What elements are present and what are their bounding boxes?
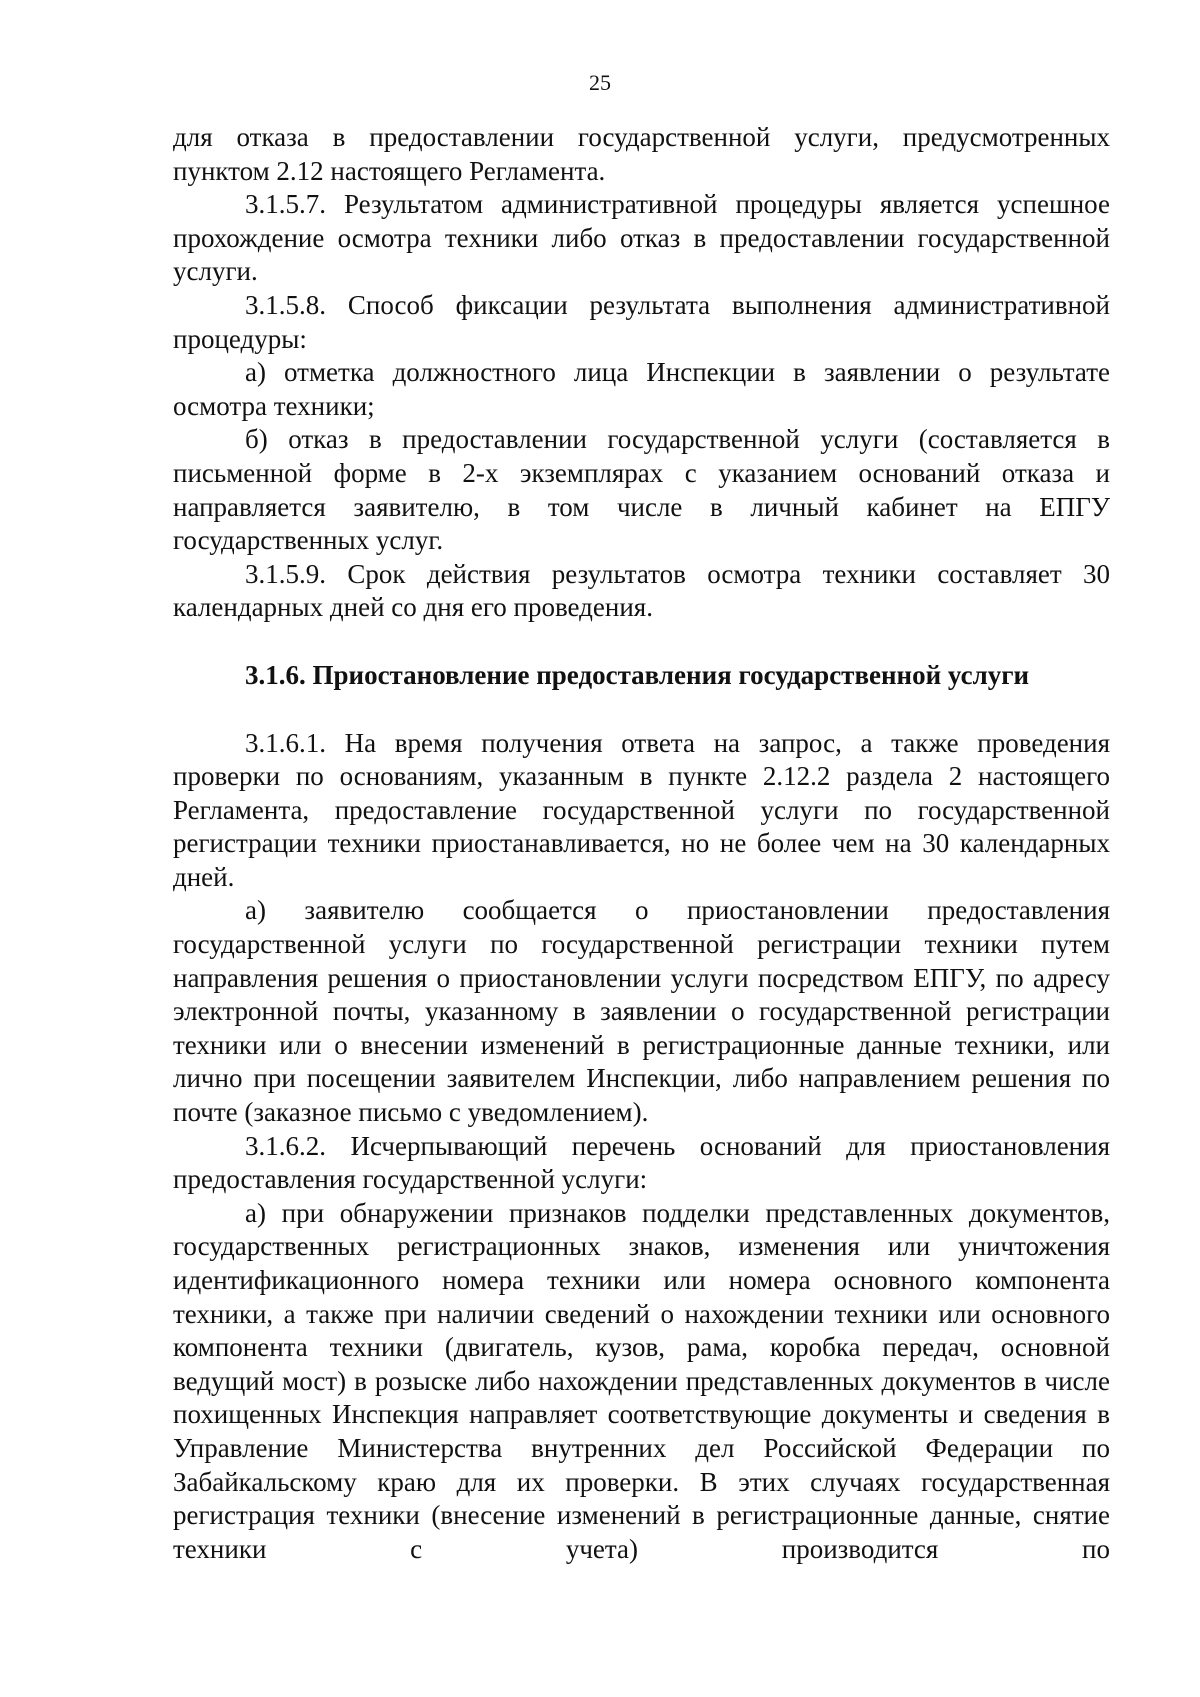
section-heading: 3.1.6. Приостановление предоставления государственной услуги [245,659,1030,690]
paragraph-continuation: для отказа в предоставлении государственной услуги, предусмотренных пунктом 2.12 настоящего Регламента. [173,122,1110,186]
paragraph-3-1-5-7: 3.1.5.7. Результатом административной процедуры является успешное прохождение осмотра техники либо отказ в предоставлении государственной услуги. [173,189,1110,287]
document-body [173,121,1110,1566]
paragraph-3-1-5-8: 3.1.5.8. Способ фиксации результата выполнения административной процедуры: [173,289,1110,354]
spacer [173,625,1110,659]
paragraph-3-1-6-1: 3.1.6.1. На время получения ответа на запрос, а также проведения проверки по основаниям, указанным в пункте 2.12.2 раздела 2 настоящего Регламента, предоставление государственной услуги по государственной регистрации техники приостанавливается, но не более чем на 30 календарных дней. [173,727,1110,892]
spacer [173,693,1110,727]
list-item-a-forgery: а) при обнаружении признаков подделки представленных документов, государственных регистрационных знаков, изменения или уничтожения идентификационного номера техники или номера основного компонента техники, а также при наличии сведений о нахождении техники или основного компонента техники (двигатель, кузов, рама, коробка передач, основной ведущий мост) в розыске либо нахождении представленных документов в числе похищенных Инспекция направляет соответствующие документы и сведения в Управление Министерства внутренних дел Российской Федерации по Забайкальскому краю для их проверки. В этих случаях государственная регистрация техники (внесение изменений в регистрационные данные, снятие техники с учета) производится по [173,1197,1110,1564]
list-item-a-mark: а) отметка должностного лица Инспекции в заявлении о результате осмотра техники; [173,357,1110,421]
list-item-a-notify: а) заявителю сообщается о приостановлении предоставления государственной услуги по государственной регистрации техники путем направления решения о приостановлении услуги посредством ЕПГУ, по адресу электронной почты, указанному в заявлении о государственной регистрации техники или о внесении изменений в регистрационные данные техники, или лично при посещении заявителем Инспекции, либо направлением решения по почте (заказное письмо с уведомлением). [173,895,1110,1128]
page-number: 25 [589,70,611,95]
paragraph-3-1-5-9: 3.1.5.9. Срок действия результатов осмотра техники составляет 30 календарных дней со дня его проведения. [173,558,1110,623]
list-item-b-refusal: б) отказ в предоставлении государственной услуги (составляется в письменной форме в 2-х экземплярах с указанием оснований отказа и направляется заявителю, в том числе в личный кабинет на ЕПГУ государственных услуг. [173,424,1110,556]
paragraph-3-1-6-2: 3.1.6.2. Исчерпывающий перечень оснований для приостановления предоставления государственной услуги: [173,1130,1110,1195]
